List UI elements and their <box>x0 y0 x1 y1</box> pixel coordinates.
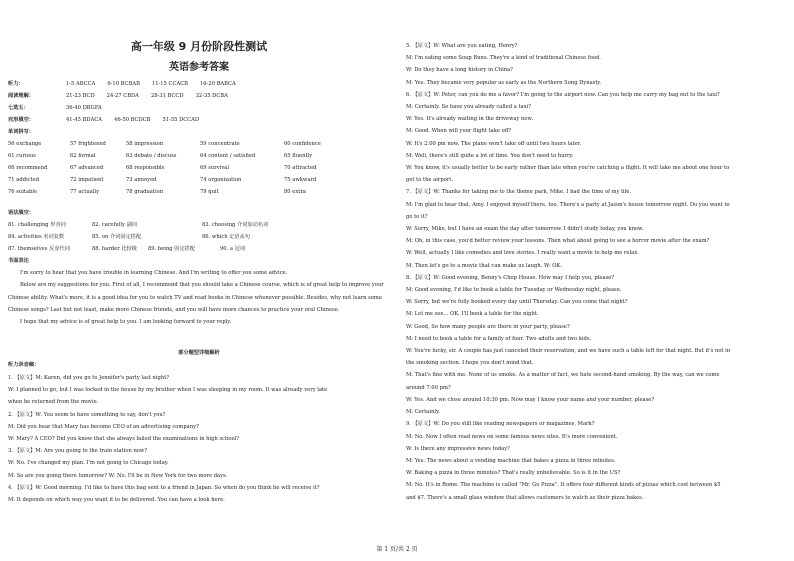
transcript-line: 9. 【原文】W: Do you still like reading newspapers or magazines, Mark? <box>406 421 595 428</box>
spelling-section <box>8 126 390 199</box>
transcript-line: M: Certainly. So have you already called a taxi? <box>406 104 531 111</box>
spelling-answer: 64 content / satisfied <box>200 153 256 160</box>
transcript-line: W: Well, actually I like comedies and love stories. I really want a movie to help me relax. <box>406 250 639 257</box>
section-heading: 部分题型详细解析 <box>178 350 220 356</box>
answer-group: 24-27 CBDA <box>106 93 139 100</box>
spelling-answer: 56 exchange <box>8 141 42 148</box>
answer-key <box>8 78 390 126</box>
spelling-answer: 70 attracted <box>284 165 317 172</box>
answer-label: 七选五： <box>8 105 29 112</box>
answer-row <box>8 102 390 114</box>
transcript-line: W: Sorry, Mike, but I have an exam the day after tomorrow. I didn't study today, you know. <box>406 226 644 233</box>
transcript-line: 1. 【原文】M: Karen, did you go to Jennifer's party last night? <box>8 375 170 381</box>
transcript-line: M: Yes. They became very popular as early as the Northern Song Dynasty. <box>406 79 602 86</box>
spelling-answer: 76 suitable <box>8 189 38 196</box>
transcript-line: W: Good, So how many people are there in your party, please? <box>406 323 570 330</box>
spelling-answer: 73 annoyed <box>126 177 157 184</box>
transcript-line: W: Yes. It's already waiting in the driveway now. <box>406 116 533 123</box>
writing-section <box>8 255 390 328</box>
grammar-answer: 90. a 冠词 <box>220 246 246 253</box>
transcript-line: W: Do they have a long history in China? <box>406 67 513 74</box>
answer-group: 32-35 DCBA <box>195 93 228 100</box>
answer-group: 1-5 ABCCA <box>66 81 96 87</box>
spelling-answer: 58 impression <box>126 141 164 148</box>
answer-group: 11-15 CCACB <box>151 81 188 87</box>
spelling-answer: 57 frightened <box>70 141 106 148</box>
document-subtitle: 英语参考答案 <box>169 62 229 73</box>
spelling-answer: 68 responsible <box>126 165 165 172</box>
answer-group: 46-50 BCDCB <box>114 117 151 124</box>
transcript-line: M: I'm eating some Soup Buns. They're a kind of traditional Chinese food. <box>406 55 601 62</box>
answer-group: 36-40 DBGFA <box>66 105 102 112</box>
answer-group: 51-55 DCCAD <box>162 117 200 124</box>
transcript-line: M: Yes. The news about a vending machine that bakes a pizza in three minutes. <box>406 457 616 464</box>
spelling-answer: 66 recommend <box>8 165 48 172</box>
transcript-line: 7. 【原文】W: Thanks for taking me to the theme park, Mike. I had the time of my life. <box>406 189 632 196</box>
transcript-line: when he returned from the movie. <box>8 399 99 406</box>
writing-paragraph: I'm sorry to hear that you have trouble in learning Chinese. And I'm writing to offer you some advice. <box>20 270 288 277</box>
spelling-answer: 65 fluently <box>284 153 313 160</box>
spelling-answer: 78 graduation <box>126 189 164 196</box>
spelling-answer: 79 quit <box>200 189 219 196</box>
transcript-line: M: I'm glad to hear that, Amy. I enjoyed myself there, too. There's a party at Jason's house tomorrow night. Do you want to <box>406 201 730 208</box>
spelling-answer: 75 awkward <box>284 177 317 184</box>
spelling-answer: 74 organization <box>200 177 242 184</box>
transcript-line: get to the airport. <box>406 177 454 184</box>
spelling-answer: 69 survival <box>200 165 230 172</box>
answer-group: 21-23 BCD <box>66 93 95 100</box>
spelling-row <box>8 174 390 186</box>
transcript-line: M: Let me see... OK, I'll book a table for the night. <box>406 311 539 318</box>
answer-row <box>8 78 390 90</box>
writing-paragraph: I hope that my advice is of great help to you. I am looking forward to your reply. <box>20 318 232 325</box>
spelling-header: 单词拼写： <box>8 129 34 135</box>
spelling-answer: 80 extra <box>284 189 306 196</box>
grammar-answer: 84. activities 名词复数 <box>8 234 65 241</box>
transcript-line: 8. 【原文】W: Good evening, Benny's Chop House. How may I help you, please? <box>406 274 615 281</box>
transcript-line: W: It's 2:00 pm now. The plane won't take off until two hours later. <box>406 140 582 147</box>
transcript-line: 4. 【原文】W: Good morning. I'd like to have this bag sent to a friend in Japan. So when do you think he will receive it? <box>8 484 320 491</box>
spelling-answer: 63 debate / discuss <box>126 153 177 160</box>
transcript-line: 6. 【原文】W: Peter, can you do me a favor? I'm going to the airport now. Can you help me carry my bag out to the taxi? <box>406 91 720 98</box>
grammar-answer: 82. carefully 副词 <box>92 222 137 229</box>
transcript-line: M: Well, there's still quite a lot of time. You don't need to hurry. <box>406 152 574 159</box>
grammar-row <box>8 243 390 255</box>
transcript-line: M: Certainly. <box>406 409 440 416</box>
answer-row <box>8 114 390 126</box>
answer-group: 6-10 BCBAB <box>107 81 140 87</box>
answer-label: 完形填空： <box>8 117 34 124</box>
transcript-line: go to it? <box>406 213 428 220</box>
listening-header: 听力录音稿： <box>8 362 40 368</box>
spelling-row <box>8 186 390 198</box>
grammar-answer: 85. on 介词固定搭配 <box>92 234 142 241</box>
grammar-section <box>8 207 390 255</box>
transcript-line: M: Did you hear that Mary has become CEO of an advertising company? <box>8 423 199 430</box>
transcript-line: W: You know, it's usually better to be early rather than late when you're catching a flight. It will take me about one hour to <box>406 165 730 172</box>
answer-row <box>8 90 390 102</box>
transcript-line: W: No. I've changed my plan. I'm not going to Chicago today. <box>8 460 169 467</box>
spelling-answer: 72 impatient <box>70 177 104 184</box>
page-footer: 第 1 页/共 2 页 <box>376 546 418 553</box>
spelling-answer: 71 addicted <box>8 177 40 184</box>
transcript-line: M: No. Now I often read news on some famous news sites. It's more convenient. <box>406 433 618 440</box>
transcript-line: M: Good. When will your flight take off? <box>406 128 512 135</box>
spelling-answer: 77 actually <box>70 189 100 196</box>
grammar-row <box>8 219 390 231</box>
grammar-answer: 88. harder 比较级 <box>92 246 137 253</box>
transcript-line: M: That's fine with me. None of us smoke. As a matter of fact, we hate second-hand smoking. By the way, can we come <box>406 372 720 379</box>
transcript-line: W: Yes. And we close around 10:30 pm. Now may I know your name and your number, please? <box>406 396 655 403</box>
transcript-line: W: Sorry, but we're fully booked every day until Thursday. Can you come that night? <box>406 299 628 306</box>
transcript-line: M: I need to book a table for a family of four. Two adults and two kids. <box>406 335 592 342</box>
answer-label: 阅读理解： <box>8 93 34 100</box>
transcript-line: around 7:00 pm? <box>406 384 451 391</box>
transcript-line: W: Is there any impressive news today? <box>406 445 510 452</box>
grammar-answer: 89. being 固定搭配 <box>148 246 196 253</box>
listening-transcript-left <box>8 372 390 506</box>
transcript-line: and $7. There's a small glass window that allows customers to watch as their pizza bakes. <box>406 494 644 501</box>
transcript-line: W: Baking a pizza in three minutes? That's really unbelievable. So is it in the US? <box>406 470 621 477</box>
spelling-answer: 62 formal <box>70 153 96 160</box>
grammar-row <box>8 231 390 243</box>
transcript-line: the smoking section. I hope you don't mind that. <box>406 360 534 367</box>
answer-group: 41-45 BDACA <box>66 117 103 124</box>
transcript-line: M: Good evening, I'd like to book a table for Tuesday or Wednesday night, please. <box>406 287 622 294</box>
writing-paragraph: Below are my suggestions for you. First of all, I recommend that you should take a Chinese course, which is of great help to improve your Chinese ability. What's more, it is a good idea for you to watch TV and read books in Chinese whenever possible. Besides, why not learn some Chinese songs? Last but not least, make more Chinese friends, and you will have more chances to practice your oral Chinese. <box>8 282 384 313</box>
spelling-answer: 60 confidence <box>284 141 321 148</box>
transcript-line: W: You're lucky, sir. A couple has just canceled their reservation, and we have such a table left for that night. But it's not in <box>406 348 731 355</box>
grammar-header: 语法填空： <box>8 210 34 216</box>
transcript-line: 2. 【原文】W: You seem to have something to say, don't you? <box>8 411 166 418</box>
transcript-line: W: I planned to go, but I was locked in the house by my brother when I was sleeping in my room. It was already very late <box>8 387 328 394</box>
transcript-line: M: Oh, in this case, you'd better review your lessons. Then what about going to see a horror movie after the exam? <box>406 238 710 245</box>
transcript-line: M: It depends on which way you want it to be delivered. You can have a look here. <box>8 497 225 504</box>
transcript-line: M: No. It's in Rome. The machine is called "Mr. Go Pizza". It offers four different kinds of pizzas which cost between $5 <box>406 482 721 489</box>
spelling-answer: 67 advanced <box>70 165 104 172</box>
grammar-answer: 81. challenging 形容词 <box>8 222 66 229</box>
spelling-answer: 61 curious <box>8 153 36 160</box>
spelling-row <box>8 162 390 174</box>
spelling-row <box>8 138 390 150</box>
grammar-answer: 86. which 定语从句 <box>202 234 250 241</box>
answer-label: 听力： <box>8 81 24 87</box>
document-title: 高一年级 9 月份阶段性测试 <box>130 40 268 53</box>
grammar-answer: 83. choosing 介词加动名词 <box>202 222 269 229</box>
transcript-line: M: So are you going there tomorrow? W: No. I'll be in New York for two more days. <box>8 472 228 479</box>
listening-transcript-right <box>406 40 786 504</box>
writing-header: 书面表达 <box>8 258 29 264</box>
answer-group: 28-31 BCCD <box>150 93 184 100</box>
spelling-row <box>8 150 390 162</box>
transcript-line: 5. 【原文】W: What are you eating, Henry? <box>406 43 518 49</box>
answer-group: 16-20 BABCA <box>199 81 236 87</box>
grammar-answer: 87. themselves 反身代词 <box>8 246 70 253</box>
transcript-line: W: Mary? A CEO? Did you know that she always failed the examinations in high school? <box>8 436 240 443</box>
spelling-answer: 59 concentrate <box>200 141 240 148</box>
transcript-line: 3. 【原文】M: Are you going to the train station now? <box>8 448 148 455</box>
transcript-line: M: Then let's go to a movie that can make us laugh. W: OK. <box>406 262 563 269</box>
